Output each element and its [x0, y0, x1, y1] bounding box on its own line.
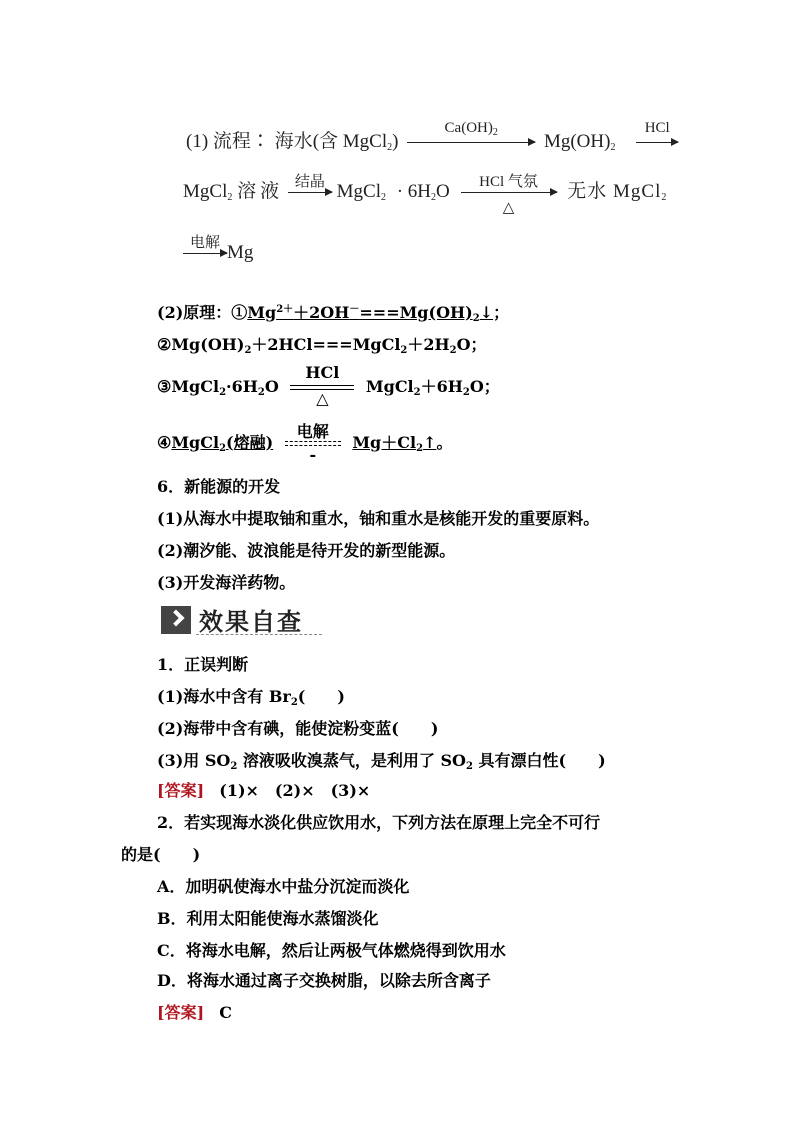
principle-eq2: $②Mg(OH)_2+2HCl===MgCl_2+2H_2O$；	[157, 335, 487, 356]
q2-option-b: B．利用太阳能使海水蒸馏淡化	[157, 909, 379, 928]
energy-item-2: (2)潮汐能、波浪能是待开发的新型能源。	[157, 541, 456, 560]
principle-eq3: $③MgCl_2\cdot 6H_2O$ HCl △ $MgCl_2+6H_2O$；	[157, 363, 500, 408]
q2-stem-line-2: 的是( )	[121, 845, 201, 864]
section-header	[161, 602, 303, 637]
q2-option-c: C．将海水电解，然后让两极气体燃烧得到饮用水	[157, 941, 506, 960]
q2-option-d: D．将海水通过离子交换树脂，以除去所含离子	[157, 971, 491, 990]
answer-value: C	[219, 1003, 232, 1022]
answer-label: [答案]	[157, 1003, 205, 1022]
flow-mg-oh: Mg(OH)	[543, 131, 611, 152]
flow-line-2: MgCl$_2$ 溶液 结晶 MgCl$_2$ · $6H_2O$ HCl 气氛 △ 无水 MgCl$_2$	[183, 174, 667, 217]
principle-eq4: ④MgCl$_2$(熔融) 电解 - $Mg+Cl_2↑$。	[157, 422, 453, 464]
energy-item-3: (3)开发海洋药物。	[157, 573, 296, 592]
q1-item-1: (1)海水中含有 $Br_2$( )	[157, 687, 345, 708]
energy-title: 6．新能源的开发	[157, 477, 281, 496]
answer-label: [答案]	[157, 781, 205, 800]
arrow-hcl-atmosphere: HCl 气氛 △	[461, 192, 557, 193]
flow-seawater: 海水	[274, 131, 313, 152]
chevron-right-icon	[161, 606, 191, 634]
q1-item-3: (3)用 $SO_2$ 溶液吸收溴蒸气，是利用了 $SO_2$ 具有漂白性( )	[157, 751, 606, 772]
section-divider	[196, 634, 322, 635]
flow-line-1: (1) 流程∶ 海水(含 MgCl$_2$) $Ca(OH)_2$ $Mg(OH)_2$ HCl	[186, 126, 678, 153]
q1-item-2: (2)海带中含有碘，能使淀粉变蓝( )	[157, 719, 439, 738]
q1-title: 1．正误判断	[157, 655, 249, 674]
energy-item-1: (1)从海水中提取铀和重水，铀和重水是核能开发的重要原料。	[157, 509, 600, 528]
section-title: 效果自查	[199, 608, 303, 636]
arrow-hcl: HCl	[636, 142, 678, 143]
arrow-electrolysis: 电解	[183, 253, 227, 254]
arrow-ca-oh: $Ca(OH)_2$	[407, 142, 535, 143]
q2-answer	[157, 1000, 232, 1023]
principle-eq1: (2)原理：$①Mg^{2+}+2OH^-===Mg(OH)_2↓$；	[157, 303, 510, 324]
flow-prefix: (1) 流程	[186, 131, 251, 152]
condition-hcl-heat: HCl △	[290, 385, 354, 390]
answer-value: (1)× (2)× (3)×	[219, 781, 371, 800]
q2-option-a: A．加明矾使海水中盐分沉淀而淡化	[157, 877, 410, 896]
flow-line-3: 电解 Mg	[183, 242, 253, 264]
q1-answer	[157, 778, 370, 801]
arrow-crystallize: 结晶	[288, 192, 332, 193]
q2-stem-line-1: 2．若实现海水淡化供应饮用水，下列方法在原理上完全不可行	[157, 813, 601, 832]
condition-electrolysis: 电解 -	[285, 441, 341, 446]
